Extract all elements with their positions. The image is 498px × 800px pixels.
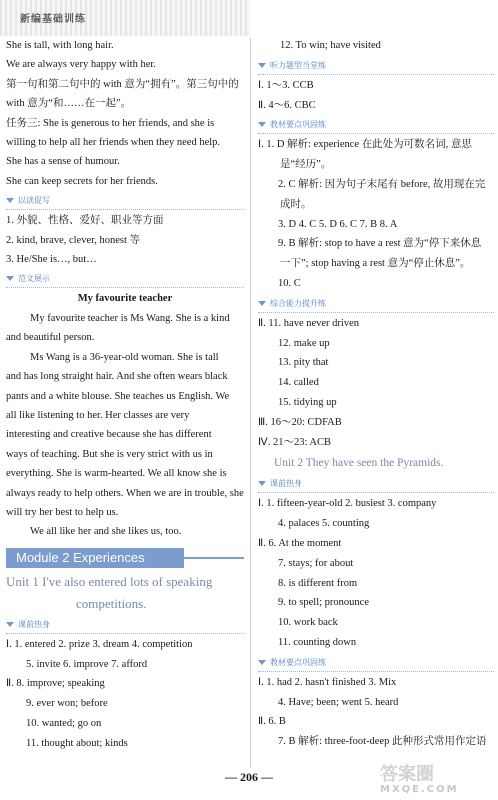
section-comprehensive xyxy=(258,295,494,313)
answer-line: Ⅳ. 21～23: ACB xyxy=(258,436,331,448)
answer-line: Ⅰ. 1. had 2. hasn't finished 3. Mix xyxy=(258,676,397,688)
section-textbook-2 xyxy=(258,654,494,672)
answer-line: Ⅱ. 8. improve; speaking xyxy=(6,678,105,690)
answer-line: 8. is different from xyxy=(278,577,358,589)
triangle-icon xyxy=(258,481,266,486)
answer-line: Ⅰ. 1. entered 2. prize 3. dream 4. competition xyxy=(6,638,193,650)
essay-line: everything. She is warm-hearted. We all know she is xyxy=(6,468,227,480)
watermark-url: MXQE.COM xyxy=(380,784,459,795)
essay-line: and beautiful person. xyxy=(6,332,95,344)
triangle-icon xyxy=(6,622,14,627)
triangle-icon xyxy=(258,301,266,306)
essay-line: We all like her and she likes us, too. xyxy=(30,526,182,538)
passage-line: She is tall, with long hair. xyxy=(6,40,114,51)
passage-line: with 意为“和……在一起”。 xyxy=(6,98,132,110)
section-label: 听力题型当堂练 xyxy=(270,60,326,70)
triangle-icon xyxy=(258,660,266,665)
answer-line: 10. work back xyxy=(278,617,338,629)
right-column xyxy=(258,36,494,752)
answer-line: 9. to spell; pronounce xyxy=(278,597,369,609)
answer-line: 11. thought about; kinds xyxy=(26,737,128,749)
triangle-icon xyxy=(258,122,266,127)
module-title: Module 2 Experiences xyxy=(16,549,145,565)
triangle-icon xyxy=(258,63,266,68)
unit1-title: Unit 1 I've also entered lots of speaking xyxy=(6,573,213,589)
answer-line: Ⅰ. 1～3. CCB xyxy=(258,79,314,91)
essay-line: will try her best to help us. xyxy=(6,506,119,518)
answer-line: 13. pity that xyxy=(278,357,329,369)
section-warmup-2 xyxy=(258,475,494,493)
answer-line: 3. D 4. C 5. D 6. C 7. B 8. A xyxy=(278,218,398,230)
essay-line: all like listening to her. Her classes are very xyxy=(6,409,190,421)
essay-line: always ready to help others. When we are in trouble, she xyxy=(6,487,244,499)
passage-line: willing to help all her friends when they need help. xyxy=(6,137,221,149)
answer-line: 7. stays; for about xyxy=(278,557,354,569)
essay-line: interesting and creative because she has different xyxy=(6,429,212,441)
watermark-text: 答案圈 xyxy=(380,764,434,785)
answer-line: Ⅰ. 1. fifteen-year-old 2. busiest 3. company xyxy=(258,498,437,510)
answer-line: 15. tidying up xyxy=(278,396,337,408)
section-label: 课前热身 xyxy=(270,479,302,489)
module-banner-line xyxy=(184,557,244,559)
section-label: 课前热身 xyxy=(18,619,50,629)
page-number: — 206 — xyxy=(225,770,273,784)
triangle-icon xyxy=(6,276,14,281)
triangle-icon xyxy=(6,198,14,203)
answer-line: 9. ever won; before xyxy=(26,698,108,710)
answer-line: 10. C xyxy=(278,277,301,289)
answer-line: Ⅱ. 4～6. CBC xyxy=(258,99,316,111)
essay-line: My favourite teacher is Ms Wang. She is a kind xyxy=(30,312,230,324)
answer-line: 4. palaces 5. counting xyxy=(278,518,370,530)
passage-line: 第一句和第二句中的 with 意为“拥有”。第三句中的 xyxy=(6,78,239,90)
answer-line: 9. B 解析: stop to have a rest 意为“停下来休息 xyxy=(278,238,482,250)
essay-line: pants and a white blouse. She teaches us English. We xyxy=(6,390,230,402)
passage-line: 任务三: She is generous to her friends, and she is xyxy=(6,117,215,129)
section-label: 教材要点巩固练 xyxy=(270,657,326,667)
rw-line: 3. He/She is…, but… xyxy=(6,254,97,266)
section-sample xyxy=(6,270,244,288)
answer-line: Ⅱ. 6. B xyxy=(258,716,286,728)
section-label: 教材要点巩固练 xyxy=(270,120,326,130)
left-column xyxy=(6,36,244,754)
page-header xyxy=(0,0,498,36)
answer-line: Ⅲ. 16～20: CDFAB xyxy=(258,416,342,428)
header-title: 新编基础训练 xyxy=(20,14,86,25)
passage-line: We are always very happy with her. xyxy=(6,59,156,71)
unit1-title-cont: competitions. xyxy=(76,595,147,611)
column-divider xyxy=(250,38,251,768)
section-textbook xyxy=(258,116,494,134)
essay-line: Ms Wang is a 36-year-old woman. She is tall xyxy=(30,351,219,363)
watermark-logo xyxy=(380,760,498,800)
section-listening xyxy=(258,57,494,75)
passage-line: She can keep secrets for her friends. xyxy=(6,175,158,187)
answer-line: 2. C 解析: 因为句子末尾有 before, 故用现在完 xyxy=(278,178,486,190)
module-banner xyxy=(6,548,244,568)
section-label: 范文展示 xyxy=(18,274,50,284)
section-label: 综合能力提升练 xyxy=(270,298,326,308)
section-label: 以读促写 xyxy=(18,196,50,206)
answer-line: 7. B 解析: three-foot-deep 此种形式常用作定语 xyxy=(278,736,487,748)
answer-line: Ⅱ. 11. have never driven xyxy=(258,317,359,329)
answer-line: 一下”; stop having a rest 意为“停止休息”。 xyxy=(280,258,471,270)
answer-line: Ⅱ. 6. At the moment xyxy=(258,537,342,549)
answer-line: 10. wanted; go on xyxy=(26,717,102,729)
section-warmup xyxy=(6,616,244,634)
answer-line: 14. called xyxy=(278,377,319,389)
passage-line: She has a sense of humour. xyxy=(6,156,120,168)
essay-line: and has long straight hair. And she often wears black xyxy=(6,371,228,383)
unit2-title: Unit 2 They have seen the Pyramids. xyxy=(274,457,444,470)
essay-title: My favourite teacher xyxy=(77,293,173,305)
answer-line: 4. Have; been; went 5. heard xyxy=(278,696,399,708)
essay-line: ways of teaching. But she is very strict with us in xyxy=(6,448,213,460)
answer-line: 5. invite 6. improve 7. afford xyxy=(26,658,148,670)
answer-line: 12. To win; have visited xyxy=(280,40,381,51)
answer-line: 是“经历”。 xyxy=(280,159,332,171)
answer-line: 成时。 xyxy=(280,198,312,210)
rw-line: 2. kind, brave, clever, honest 等 xyxy=(6,234,140,246)
answer-line: 12. make up xyxy=(278,337,330,349)
section-read-write xyxy=(6,192,244,210)
rw-line: 1. 外貌、性格、爱好、职业等方面 xyxy=(6,215,164,227)
answer-line: 11. counting down xyxy=(278,636,357,648)
answer-line: Ⅰ. 1. D 解析: experience 在此处为可数名词, 意思 xyxy=(258,139,472,151)
